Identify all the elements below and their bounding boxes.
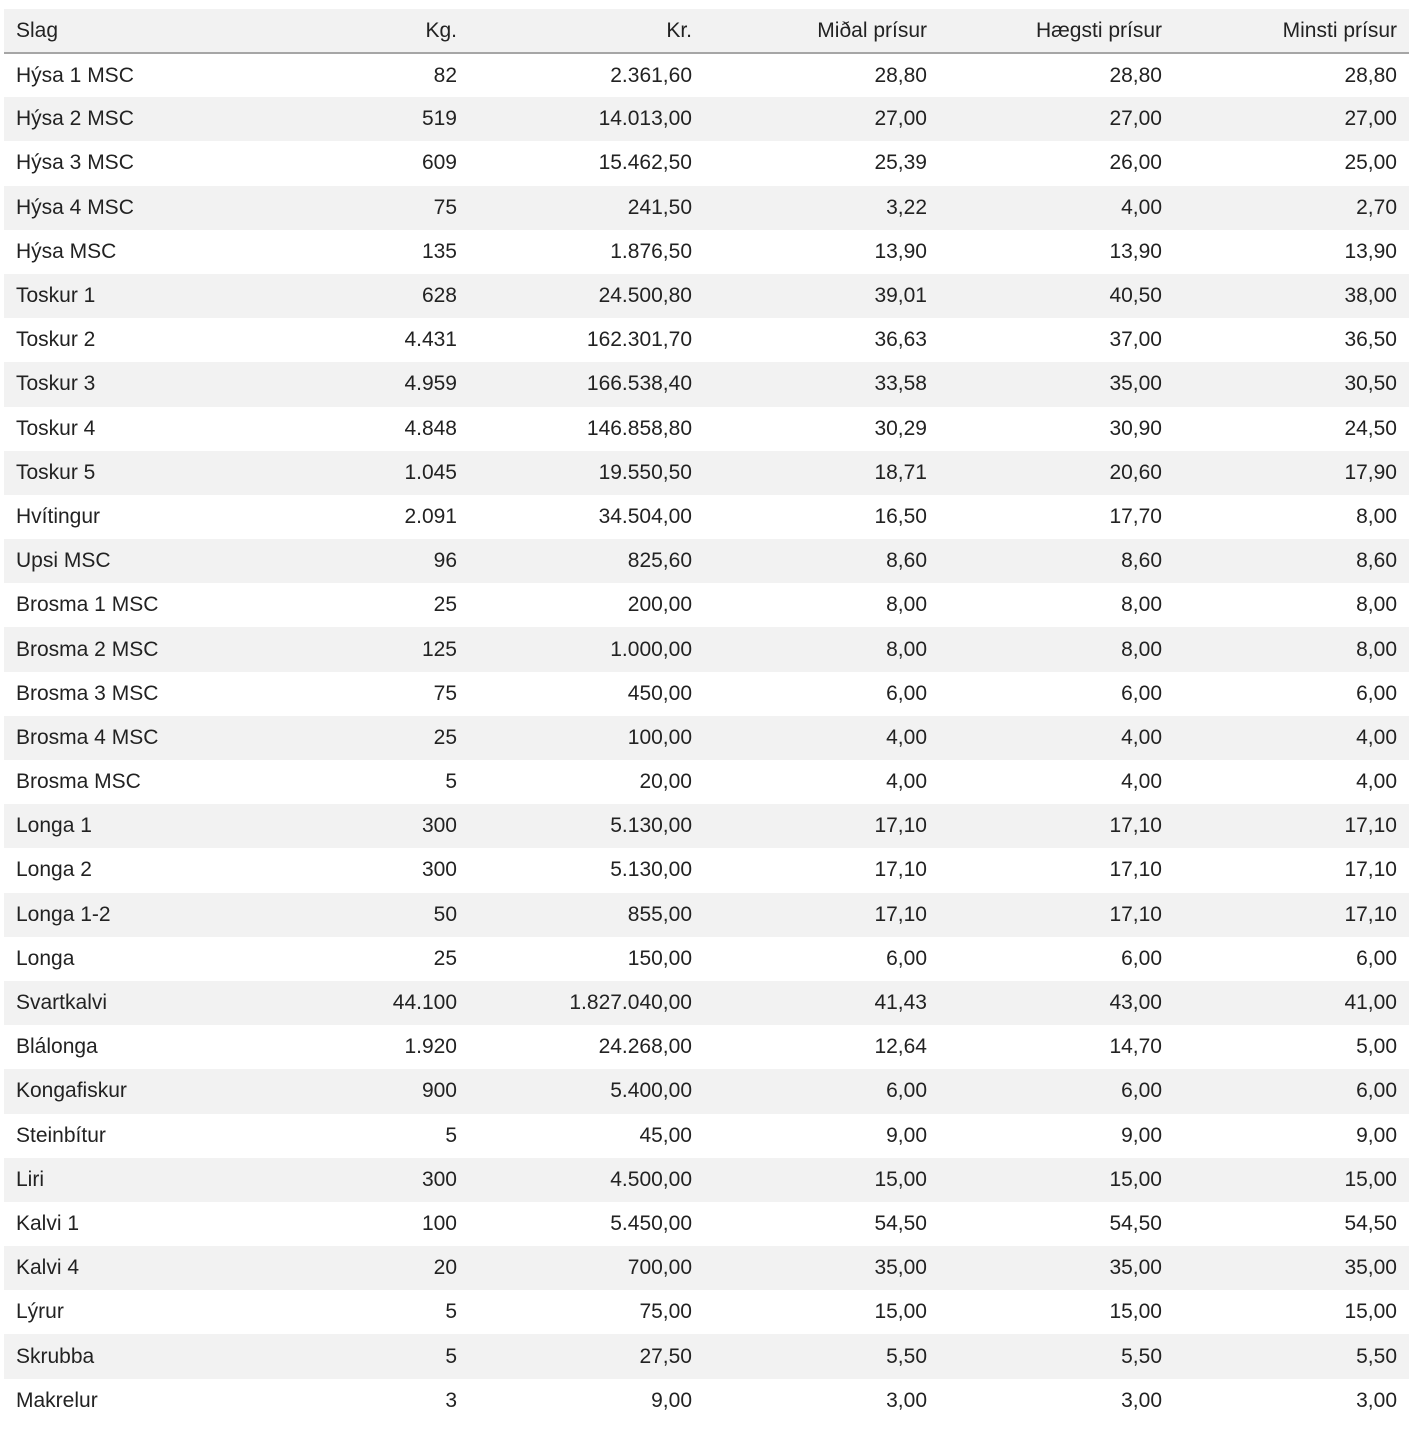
cell-species: Hýsa 4 MSC: [16, 195, 134, 219]
table-row: [4, 804, 1409, 848]
cell-kg: 4.431: [404, 328, 457, 352]
cell-kg: 519: [421, 107, 457, 131]
cell-avg-price: 4,00: [886, 770, 927, 794]
table-header: [4, 9, 1409, 53]
cell-min-price: 17,10: [1344, 902, 1397, 926]
cell-min-price: 17,10: [1344, 858, 1397, 882]
table-row: [4, 760, 1409, 804]
cell-species: Liri: [16, 1167, 45, 1191]
table-row: [4, 716, 1409, 760]
cell-kr: 19.550,50: [598, 460, 692, 484]
cell-kg: 300: [421, 814, 457, 838]
cell-min-price: 36,50: [1344, 328, 1397, 352]
cell-species: Toskur 3: [16, 372, 96, 396]
cell-species: Brosma 2 MSC: [16, 637, 159, 661]
cell-kr: 5.450,00: [610, 1211, 692, 1235]
table-row: [4, 1334, 1409, 1378]
cell-species: Toskur 2: [16, 328, 96, 352]
cell-max-price: 35,00: [1109, 1256, 1162, 1280]
cell-min-price: 8,00: [1356, 504, 1397, 528]
cell-max-price: 35,00: [1109, 372, 1162, 396]
table-row: [4, 53, 1409, 97]
cell-avg-price: 30,29: [874, 416, 927, 440]
cell-avg-price: 15,00: [874, 1300, 927, 1324]
cell-kg: 4.848: [404, 416, 457, 440]
cell-max-price: 6,00: [1121, 1079, 1162, 1103]
table-row: [4, 407, 1409, 451]
cell-min-price: 27,00: [1344, 107, 1397, 131]
cell-max-price: 13,90: [1109, 239, 1162, 263]
table-row: [4, 1290, 1409, 1334]
column-header-max-price[interactable]: Hægsti prísur: [1035, 18, 1162, 42]
cell-species: Hýsa 3 MSC: [16, 151, 134, 175]
cell-species: Upsi MSC: [16, 549, 111, 573]
cell-species: Toskur 5: [16, 460, 96, 484]
cell-species: Hýsa 2 MSC: [16, 107, 134, 131]
cell-kg: 3: [445, 1388, 457, 1412]
table-row: [4, 981, 1409, 1025]
cell-kg: 25: [433, 593, 457, 617]
cell-max-price: 15,00: [1109, 1300, 1162, 1324]
cell-kg: 5: [445, 1344, 457, 1368]
cell-kr: 9,00: [651, 1388, 692, 1412]
cell-kg: 2.091: [404, 504, 457, 528]
cell-kg: 609: [421, 151, 457, 175]
cell-species: Brosma MSC: [16, 770, 141, 794]
cell-max-price: 14,70: [1109, 1035, 1162, 1059]
cell-species: Steinbítur: [16, 1123, 106, 1147]
table-row: [4, 1069, 1409, 1113]
cell-min-price: 15,00: [1344, 1300, 1397, 1324]
cell-species: Kongafiskur: [16, 1079, 127, 1103]
cell-avg-price: 35,00: [874, 1256, 927, 1280]
cell-kr: 1.827.040,00: [569, 991, 692, 1015]
table-row: [4, 1114, 1409, 1158]
table-row: [4, 672, 1409, 716]
cell-min-price: 5,50: [1356, 1344, 1397, 1368]
cell-avg-price: 16,50: [874, 504, 927, 528]
cell-min-price: 38,00: [1344, 284, 1397, 308]
cell-max-price: 54,50: [1109, 1211, 1162, 1235]
cell-kr: 2.361,60: [610, 63, 692, 87]
cell-min-price: 8,00: [1356, 637, 1397, 661]
column-header-avg-price[interactable]: Miðal prísur: [817, 18, 927, 42]
cell-kr: 1.876,50: [610, 239, 692, 263]
cell-max-price: 17,10: [1109, 902, 1162, 926]
table-row: [4, 495, 1409, 539]
cell-min-price: 17,10: [1344, 814, 1397, 838]
cell-max-price: 28,80: [1109, 63, 1162, 87]
cell-min-price: 4,00: [1356, 770, 1397, 794]
cell-kg: 5: [445, 1123, 457, 1147]
cell-kg: 300: [421, 858, 457, 882]
cell-species: Lýrur: [16, 1300, 64, 1324]
cell-max-price: 27,00: [1109, 107, 1162, 131]
cell-max-price: 3,00: [1121, 1388, 1162, 1412]
cell-kr: 24.268,00: [598, 1035, 692, 1059]
cell-max-price: 30,90: [1109, 416, 1162, 440]
cell-species: Hýsa 1 MSC: [16, 63, 134, 87]
cell-max-price: 40,50: [1109, 284, 1162, 308]
cell-avg-price: 27,00: [874, 107, 927, 131]
table-row: [4, 627, 1409, 671]
cell-kr: 34.504,00: [598, 504, 692, 528]
cell-kg: 300: [421, 1167, 457, 1191]
cell-min-price: 8,00: [1356, 593, 1397, 617]
cell-kr: 5.130,00: [610, 858, 692, 882]
cell-max-price: 15,00: [1109, 1167, 1162, 1191]
cell-kg: 50: [433, 902, 457, 926]
cell-avg-price: 3,00: [886, 1388, 927, 1412]
cell-min-price: 6,00: [1356, 1079, 1397, 1103]
cell-min-price: 4,00: [1356, 725, 1397, 749]
cell-min-price: 30,50: [1344, 372, 1397, 396]
table-row: [4, 1379, 1409, 1423]
cell-min-price: 8,60: [1356, 549, 1397, 573]
cell-kr: 150,00: [627, 946, 692, 970]
cell-kr: 700,00: [627, 1256, 692, 1280]
cell-species: Longa 1-2: [16, 902, 111, 926]
cell-kr: 45,00: [639, 1123, 692, 1147]
table-row: [4, 141, 1409, 185]
cell-avg-price: 4,00: [886, 725, 927, 749]
cell-species: Toskur 1: [16, 284, 96, 308]
table-row: [4, 1202, 1409, 1246]
cell-kg: 96: [433, 549, 457, 573]
cell-kg: 4.959: [404, 372, 457, 396]
price-table-container: [4, 9, 1409, 1423]
cell-max-price: 26,00: [1109, 151, 1162, 175]
cell-kg: 25: [433, 946, 457, 970]
cell-avg-price: 8,00: [886, 593, 927, 617]
cell-kg: 125: [421, 637, 457, 661]
cell-max-price: 6,00: [1121, 681, 1162, 705]
cell-max-price: 17,70: [1109, 504, 1162, 528]
cell-min-price: 6,00: [1356, 946, 1397, 970]
cell-avg-price: 5,50: [886, 1344, 927, 1368]
table-body: [4, 53, 1409, 1423]
cell-kg: 5: [445, 1300, 457, 1324]
cell-avg-price: 25,39: [874, 151, 927, 175]
table-row: [4, 848, 1409, 892]
cell-kr: 4.500,00: [610, 1167, 692, 1191]
table-row: [4, 186, 1409, 230]
cell-species: Brosma 1 MSC: [16, 593, 159, 617]
cell-kg: 25: [433, 725, 457, 749]
cell-species: Skrubba: [16, 1344, 95, 1368]
cell-avg-price: 17,10: [874, 858, 927, 882]
cell-min-price: 17,90: [1344, 460, 1397, 484]
table-row: [4, 451, 1409, 495]
table-row: [4, 230, 1409, 274]
cell-min-price: 41,00: [1344, 991, 1397, 1015]
cell-avg-price: 18,71: [874, 460, 927, 484]
cell-min-price: 9,00: [1356, 1123, 1397, 1147]
cell-species: Toskur 4: [16, 416, 96, 440]
table-row: [4, 893, 1409, 937]
cell-kr: 14.013,00: [598, 107, 692, 131]
cell-max-price: 4,00: [1121, 770, 1162, 794]
cell-kr: 20,00: [639, 770, 692, 794]
cell-max-price: 8,00: [1121, 593, 1162, 617]
cell-avg-price: 6,00: [886, 946, 927, 970]
cell-min-price: 25,00: [1344, 151, 1397, 175]
cell-min-price: 28,80: [1344, 63, 1397, 87]
cell-avg-price: 8,60: [886, 549, 927, 573]
cell-min-price: 24,50: [1344, 416, 1397, 440]
fish-price-table: [4, 9, 1409, 1423]
cell-avg-price: 12,64: [874, 1035, 927, 1059]
cell-species: Makrelur: [16, 1388, 98, 1412]
cell-kg: 900: [421, 1079, 457, 1103]
cell-species: Hvítingur: [16, 504, 101, 528]
cell-max-price: 17,10: [1109, 814, 1162, 838]
cell-avg-price: 17,10: [874, 902, 927, 926]
column-header-kg[interactable]: Kg.: [425, 18, 457, 42]
cell-min-price: 3,00: [1356, 1388, 1397, 1412]
cell-kg: 20: [433, 1256, 457, 1280]
cell-kg: 135: [421, 239, 457, 263]
cell-kr: 75,00: [639, 1300, 692, 1324]
cell-species: Longa 2: [16, 858, 92, 882]
cell-kr: 24.500,80: [598, 284, 692, 308]
cell-species: Blálonga: [16, 1035, 98, 1059]
cell-avg-price: 54,50: [874, 1211, 927, 1235]
cell-kr: 5.130,00: [610, 814, 692, 838]
table-row: [4, 539, 1409, 583]
cell-kr: 162.301,70: [586, 328, 692, 352]
column-header-min-price[interactable]: Minsti prísur: [1282, 18, 1397, 42]
cell-max-price: 43,00: [1109, 991, 1162, 1015]
cell-max-price: 9,00: [1121, 1123, 1162, 1147]
cell-species: Kalvi 4: [16, 1256, 80, 1280]
cell-species: Brosma 4 MSC: [16, 725, 159, 749]
cell-kr: 146.858,80: [586, 416, 692, 440]
cell-max-price: 4,00: [1121, 725, 1162, 749]
cell-avg-price: 36,63: [874, 328, 927, 352]
cell-avg-price: 33,58: [874, 372, 927, 396]
cell-kg: 100: [421, 1211, 457, 1235]
cell-kg: 1.045: [404, 460, 457, 484]
cell-kg: 44.100: [392, 991, 457, 1015]
cell-kr: 825,60: [627, 549, 692, 573]
cell-species: Longa 1: [16, 814, 92, 838]
cell-kr: 1.000,00: [610, 637, 692, 661]
cell-kg: 75: [433, 195, 457, 219]
table-row: [4, 318, 1409, 362]
cell-min-price: 54,50: [1344, 1211, 1397, 1235]
cell-species: Longa: [16, 946, 75, 970]
cell-max-price: 17,10: [1109, 858, 1162, 882]
cell-max-price: 20,60: [1109, 460, 1162, 484]
cell-avg-price: 9,00: [886, 1123, 927, 1147]
cell-species: Hýsa MSC: [16, 239, 117, 263]
table-row: [4, 1158, 1409, 1202]
cell-max-price: 6,00: [1121, 946, 1162, 970]
column-header-slag[interactable]: Slag: [16, 18, 59, 42]
cell-avg-price: 8,00: [886, 637, 927, 661]
table-row: [4, 1246, 1409, 1290]
cell-avg-price: 6,00: [886, 681, 927, 705]
table-row: [4, 1025, 1409, 1069]
header-row: [4, 9, 1409, 53]
cell-kr: 241,50: [627, 195, 692, 219]
cell-kg: 628: [421, 284, 457, 308]
cell-avg-price: 39,01: [874, 284, 927, 308]
cell-kr: 27,50: [639, 1344, 692, 1368]
cell-kr: 5.400,00: [610, 1079, 692, 1103]
cell-species: Svartkalvi: [16, 991, 108, 1015]
cell-avg-price: 15,00: [874, 1167, 927, 1191]
cell-min-price: 2,70: [1356, 195, 1397, 219]
cell-avg-price: 6,00: [886, 1079, 927, 1103]
cell-min-price: 5,00: [1356, 1035, 1397, 1059]
cell-max-price: 4,00: [1121, 195, 1162, 219]
cell-max-price: 8,60: [1121, 549, 1162, 573]
cell-max-price: 8,00: [1121, 637, 1162, 661]
cell-kr: 100,00: [627, 725, 692, 749]
cell-min-price: 35,00: [1344, 1256, 1397, 1280]
cell-kr: 200,00: [627, 593, 692, 617]
table-row: [4, 362, 1409, 406]
cell-avg-price: 17,10: [874, 814, 927, 838]
cell-kr: 450,00: [627, 681, 692, 705]
cell-avg-price: 3,22: [886, 195, 927, 219]
cell-max-price: 5,50: [1121, 1344, 1162, 1368]
cell-kg: 5: [445, 770, 457, 794]
cell-kr: 15.462,50: [598, 151, 692, 175]
column-header-kr[interactable]: Kr.: [666, 18, 692, 42]
cell-min-price: 6,00: [1356, 681, 1397, 705]
cell-avg-price: 28,80: [874, 63, 927, 87]
cell-species: Brosma 3 MSC: [16, 681, 159, 705]
cell-kg: 82: [433, 63, 457, 87]
cell-species: Kalvi 1: [16, 1211, 80, 1235]
cell-max-price: 37,00: [1109, 328, 1162, 352]
table-row: [4, 583, 1409, 627]
cell-min-price: 15,00: [1344, 1167, 1397, 1191]
cell-kr: 166.538,40: [586, 372, 692, 396]
table-row: [4, 274, 1409, 318]
cell-avg-price: 13,90: [874, 239, 927, 263]
cell-kr: 855,00: [627, 902, 692, 926]
table-row: [4, 97, 1409, 141]
table-row: [4, 937, 1409, 981]
cell-min-price: 13,90: [1344, 239, 1397, 263]
cell-kg: 1.920: [404, 1035, 457, 1059]
cell-kg: 75: [433, 681, 457, 705]
cell-avg-price: 41,43: [874, 991, 927, 1015]
